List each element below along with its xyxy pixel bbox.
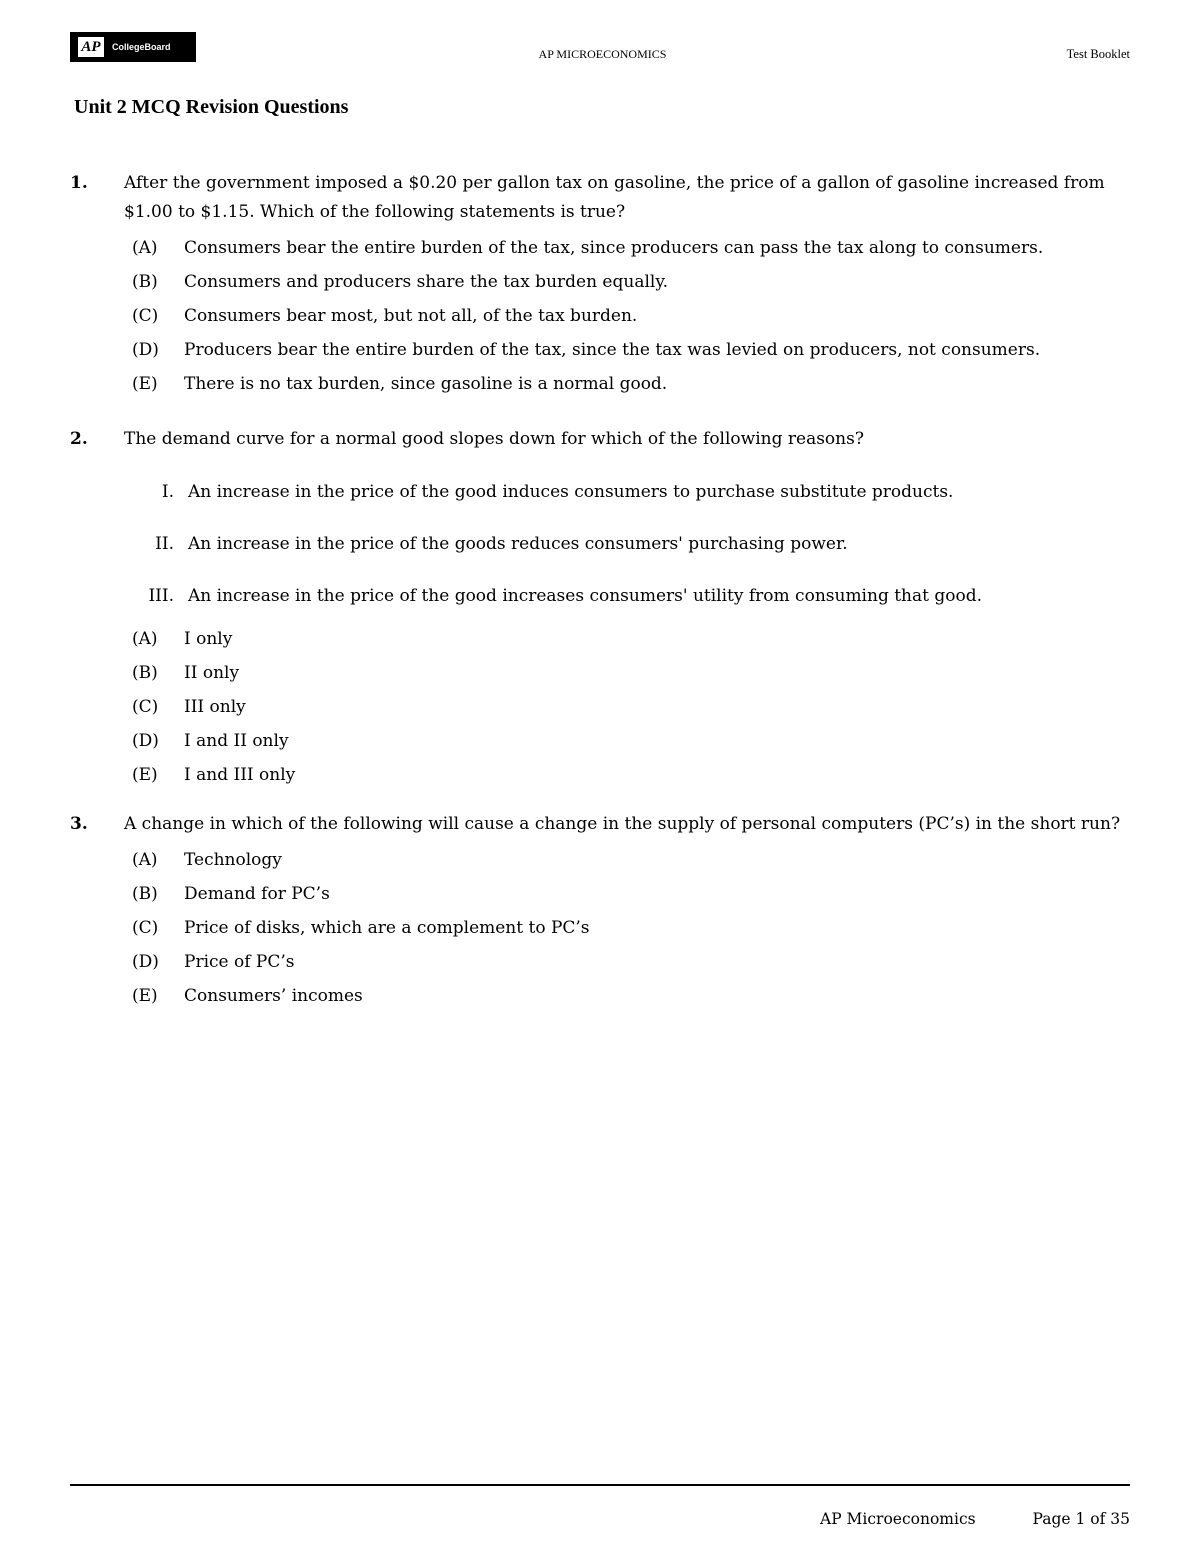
choice-text: Consumers bear most, but not all, of the tax burden. [184, 306, 638, 326]
choice-text: Consumers’ incomes [184, 986, 363, 1006]
choice-label: (E) [132, 374, 158, 394]
choice-text: Price of disks, which are a complement to PC’s [184, 918, 590, 938]
choice-label: (D) [132, 731, 159, 751]
question-1 [70, 169, 1134, 401]
collegeboard-wordmark: CollegeBoard [112, 42, 171, 52]
choice-text: Price of PC’s [184, 952, 295, 972]
question-number: 3. [70, 814, 88, 834]
statement-text: An increase in the price of the goods reduces consumers' purchasing power. [188, 534, 848, 554]
page-title: Unit 2 MCQ Revision Questions [74, 96, 349, 118]
answer-choice[interactable] [70, 877, 1134, 911]
choice-label: (C) [132, 697, 159, 717]
choice-text: I and II only [184, 731, 289, 751]
statement-numeral: II. [155, 534, 174, 554]
choice-label: (C) [132, 918, 159, 938]
choice-text: III only [184, 697, 246, 717]
footer-course-name: AP Microeconomics [820, 1510, 976, 1528]
roman-statement [70, 570, 1134, 622]
header-course-title: AP MICROECONOMICS [538, 47, 667, 61]
answer-choice[interactable] [70, 333, 1134, 367]
choice-text: I and III only [184, 765, 296, 785]
answer-choice[interactable] [70, 843, 1134, 877]
choice-text: Demand for PC’s [184, 884, 330, 904]
choice-label: (D) [132, 340, 159, 360]
answer-choice[interactable] [70, 690, 1134, 724]
question-number: 2. [70, 429, 88, 449]
answer-choice[interactable] [70, 299, 1134, 333]
answer-choice[interactable] [70, 622, 1134, 656]
statement-text: An increase in the price of the good increases consumers' utility from consuming that good. [188, 586, 983, 606]
footer-page-number: Page 1 of 35 [1032, 1510, 1130, 1528]
choice-text: Producers bear the entire burden of the tax, since the tax was levied on producers, not consumers. [184, 340, 1041, 360]
ap-logo-mark: AP [78, 37, 104, 57]
choice-label: (B) [132, 272, 158, 292]
statement-text: An increase in the price of the good induces consumers to purchase substitute products. [188, 482, 954, 502]
question-stem: After the government imposed a $0.20 per gallon tax on gasoline, the price of a gallon of gasoline increased from $1.00 to $1.15. Which of the following statements is true? [124, 173, 1105, 222]
choice-text: II only [184, 663, 240, 683]
answer-choice[interactable] [70, 231, 1134, 265]
question-number: 1. [70, 173, 88, 193]
choice-label: (C) [132, 306, 159, 326]
choice-label: (E) [132, 986, 158, 1006]
choice-text: I only [184, 629, 233, 649]
choice-label: (D) [132, 952, 159, 972]
question-stem: A change in which of the following will cause a change in the supply of personal computers (PC’s) in the short run? [124, 814, 1121, 834]
choice-text: Consumers bear the entire burden of the tax, since producers can pass the tax along to consumers. [184, 238, 1044, 258]
answer-choice[interactable] [70, 911, 1134, 945]
choice-text: Technology [184, 850, 282, 870]
answer-choice[interactable] [70, 945, 1134, 979]
question-stem: The demand curve for a normal good slopes down for which of the following reasons? [124, 429, 864, 449]
answer-choice[interactable] [70, 724, 1134, 758]
choice-label: (B) [132, 884, 158, 904]
choice-text: There is no tax burden, since gasoline is a normal good. [184, 374, 668, 394]
choice-label: (A) [132, 850, 158, 870]
header-booklet-label: Test Booklet [1066, 47, 1130, 61]
footer-divider [70, 1484, 1130, 1486]
statement-numeral: III. [148, 586, 174, 606]
choice-label: (B) [132, 663, 158, 683]
answer-choice[interactable] [70, 656, 1134, 690]
roman-statement [70, 518, 1134, 570]
statement-numeral: I. [161, 482, 174, 502]
choice-label: (E) [132, 765, 158, 785]
choice-text: Consumers and producers share the tax burden equally. [184, 272, 669, 292]
choice-label: (A) [132, 629, 158, 649]
question-2 [70, 425, 1134, 792]
answer-choice[interactable] [70, 367, 1134, 401]
answer-choice[interactable] [70, 758, 1134, 792]
roman-statement [70, 466, 1134, 518]
choice-label: (A) [132, 238, 158, 258]
question-3 [70, 810, 1134, 1013]
answer-choice[interactable] [70, 979, 1134, 1013]
answer-choice[interactable] [70, 265, 1134, 299]
